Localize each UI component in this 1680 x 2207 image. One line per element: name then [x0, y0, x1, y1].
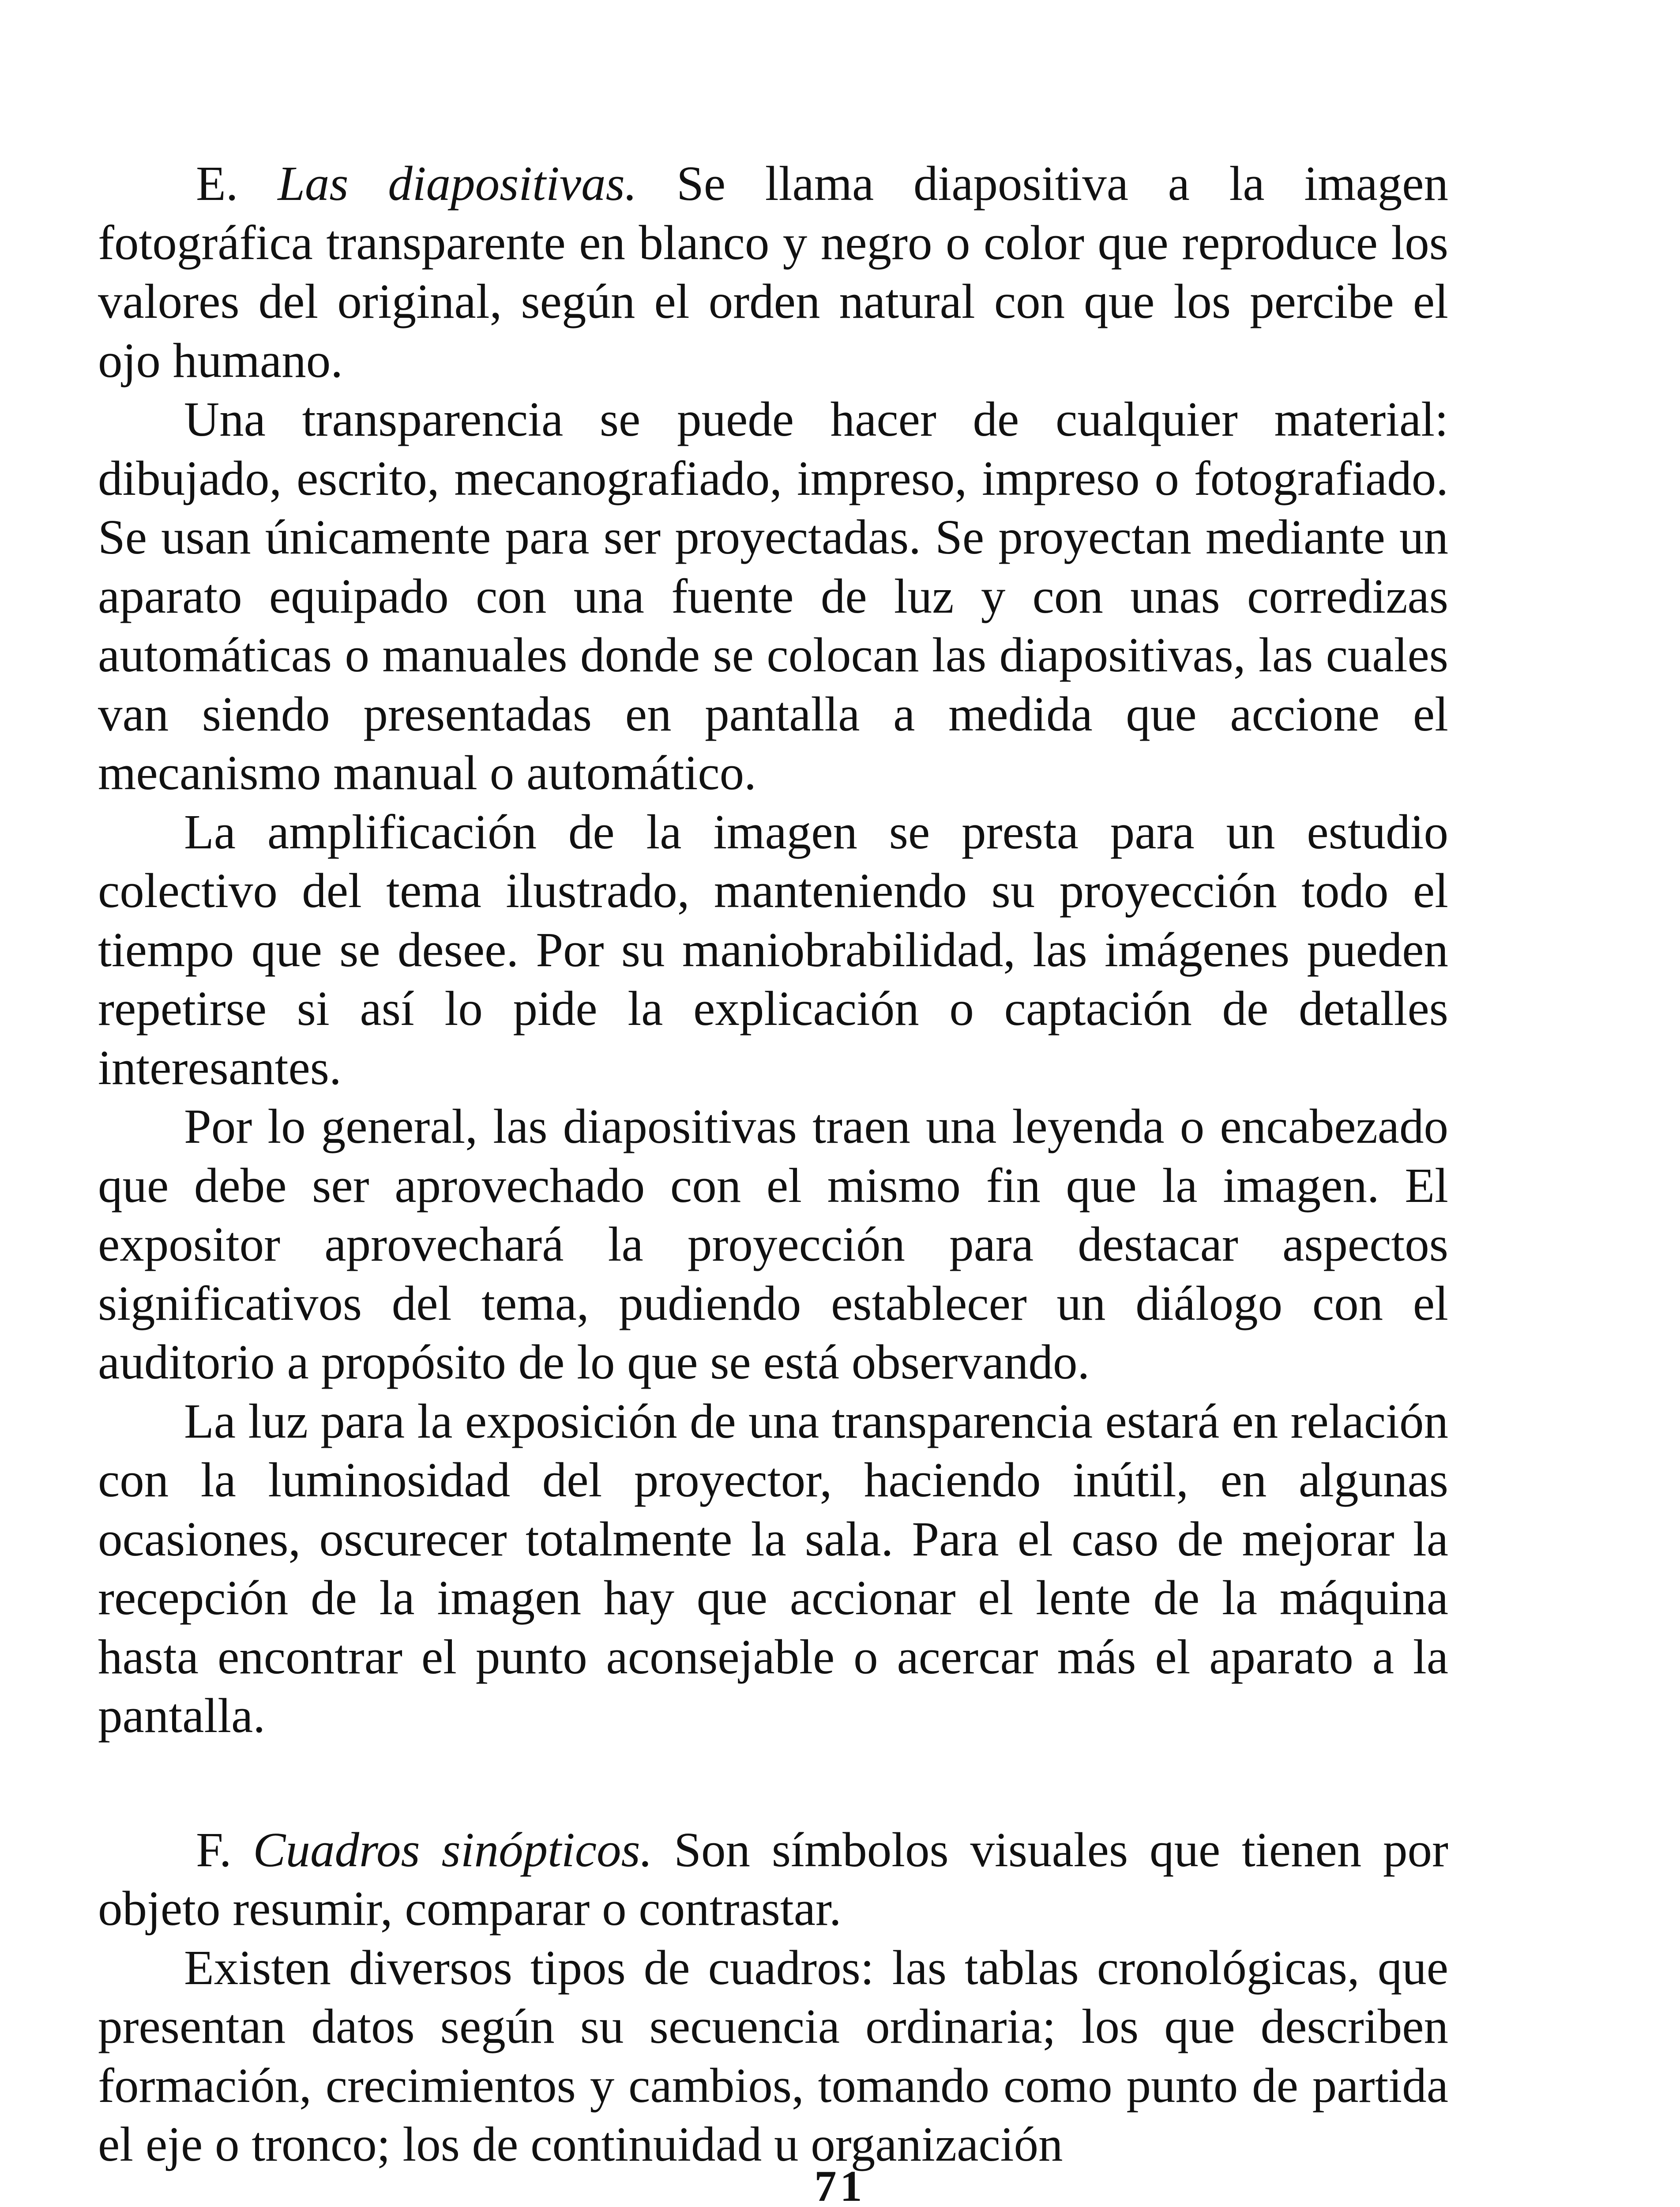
section-f-paragraph-1: Son símbolos visuales que tienen por objeto resumir, comparar o contrastar. [98, 1823, 1448, 1936]
section-e-intro-paragraph [98, 154, 1448, 390]
section-divider-space [98, 1746, 1448, 1821]
section-f-label: F. [196, 1823, 232, 1877]
section-e-paragraph-3: La amplificación de la imagen se presta para un estudio colectivo del tema ilustrado, manteniendo su proyección todo el tiempo que se desee. Por su maniobrabilidad, las imágenes pueden repetirse si así lo pide la explicación o captación de detalles interesantes. [98, 805, 1448, 1095]
section-e-paragraph-1: Se llama diapositiva a la imagen fotográfica transparente en blanco y negro o color que reproduce los valores del original, según el orden natural con que los percibe el ojo humano. [98, 157, 1448, 388]
section-e-paragraph-4: Por lo general, las diapositivas traen una leyenda o encabezado que debe ser aprovechado con el mismo fin que la imagen. El expositor aprovechará la proyección para destacar aspectos significativos del tema, pudiendo establecer un diálogo con el auditorio a propósito de lo que se está observando. [98, 1100, 1448, 1390]
page-number: 71 [814, 2162, 866, 2207]
section-e-title: Las diapositivas. [278, 157, 637, 211]
section-e-paragraph-5: La luz para la exposición de una transparencia estará en relación con la luminosidad del proyector, haciendo inútil, en algunas ocasiones, oscurecer totalmente la sala. Para el caso de mejorar la recepción de la imagen hay que accionar el lente de la máquina hasta encontrar el punto aconsejable o acercar más el aparato a la pantalla. [98, 1394, 1448, 1743]
section-f-intro-paragraph [98, 1821, 1448, 1939]
section-e-paragraph-2: Una transparencia se puede hacer de cualquier material: dibujado, escrito, mecanografiado, impreso, impreso o fotografiado. Se usan únicamente para ser proyectadas. Se proyectan mediante un aparato equipado con una fuente de luz y con unas corredizas automáticas o manuales donde se colocan las diapositivas, las cuales van siendo presentadas en pantalla a medida que accione el mecanismo manual o automático. [98, 392, 1448, 800]
section-f-title: Cuadros sinópticos. [253, 1823, 653, 1877]
section-e-label: E. [196, 157, 238, 211]
section-f-paragraph-2: Existen diversos tipos de cuadros: las tablas cronológicas, que presentan datos según su secuencia ordinaria; los que describen formación, crecimientos y cambios, tomando como punto de partida el eje o tronco; los de continuidad u organización [98, 1940, 1448, 2172]
page-body [98, 154, 1448, 2174]
